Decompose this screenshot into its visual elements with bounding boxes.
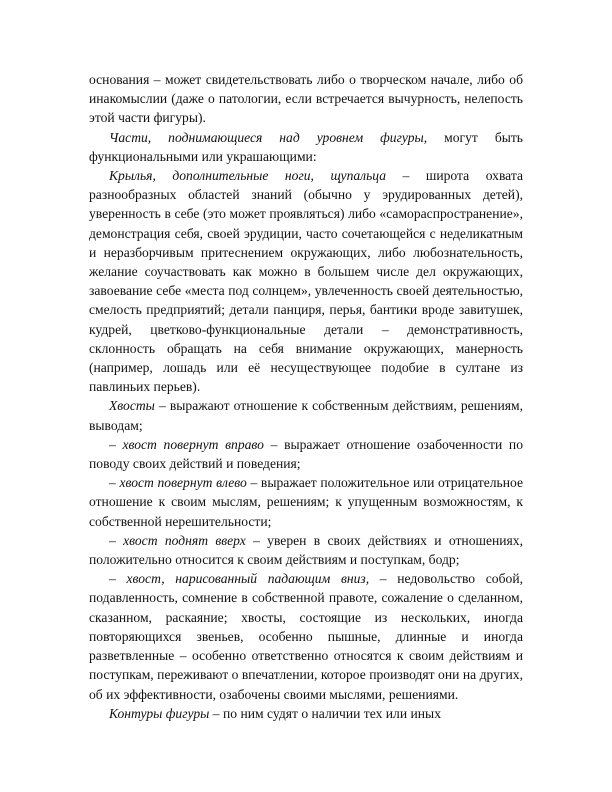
paragraph [89, 396, 523, 434]
paragraph-text: – выражают отношение к собственным действиям, решениям, выводам; [89, 398, 523, 433]
paragraph-text: – выражает отношение озабоченности по поводу своих действий и поведения; [89, 436, 523, 472]
italic-term: Хвосты [109, 398, 155, 414]
document-page [89, 70, 523, 723]
list-item [89, 435, 523, 473]
paragraph-text: основания – может свидетельствовать либо о творческом начале, либо об инакомыслии (даже о патологии, если встречается вычурность, нелепость этой части фигуры). [89, 72, 523, 126]
paragraph-text: – широта охвата разнообразных областей знаний (обычно у эрудированных детей), уверенность в себе (это может проявляться) либо «самораспространение», демонстрация себя, своей эрудиции, часто сочетающейся с неделикатным и неразборчивым притеснением окружающих, либо любознательность, желание соучаствовать как можно в большем числе дел окружающих, завоевание себе «места под солнцем», увлеченность своей деятельностью, смелость предприятий; детали панциря, перья, бантики вроде завитушек, кудрей, цветково-функциональные детали – демонстративность, склонность обращать на себя внимание окружающих, манерность (например, лошадь или её несуществующее подобие в султане из павлиньих перьев). [89, 168, 524, 395]
paragraph-text: – выражает положительное или отрицательное отношение к своим мыслям, решениям; к упущенным возможностям, к собственной нерешительности; [89, 475, 523, 529]
italic-term: хвост повернут вправо [122, 436, 264, 452]
paragraph [89, 704, 523, 723]
italic-term: хвост повернут влево [119, 475, 247, 491]
list-dash: – [109, 532, 124, 548]
list-item [89, 531, 523, 569]
list-item [89, 569, 523, 703]
paragraph [89, 128, 523, 166]
list-dash: – [109, 475, 120, 491]
paragraph-text: могут быть функциональными или украшающими: [89, 129, 524, 164]
paragraph [89, 166, 523, 396]
list-dash: – [109, 571, 127, 587]
italic-term: Контуры фигуры [109, 705, 210, 721]
list-dash: – [109, 436, 123, 452]
italic-term: Части, поднимающиеся над уровнем фигуры, [109, 129, 428, 145]
paragraph-text: – по ним судят о наличии тех или иных [209, 705, 441, 721]
italic-term: хвост поднят вверх [123, 532, 246, 548]
paragraph-text: – недовольство собой, подавленность, сомнение в собственной правоте, сожаление о сделанном, сказанном, раскаяние; хвосты, состоящие из нескольких, иногда повторяющихся звеньев, особенно пышные, длинные и иногда разветвленные – особенно ответственно относятся к своим действиям и поступкам, переживают о впечатлении, которое производят они на других, об их эффективности, озабочены своими мыслями, решениями. [89, 571, 523, 702]
list-item [89, 473, 523, 531]
paragraph [89, 70, 523, 128]
italic-term: Крылья, дополнительные ноги, щупальца [109, 168, 387, 184]
italic-term: хвост, нарисованный падающим вниз, [126, 571, 370, 587]
paragraph-text: – уверен в своих действиях и отношениях, положительно относится к своим действиям и поступкам, бодр; [89, 532, 524, 568]
